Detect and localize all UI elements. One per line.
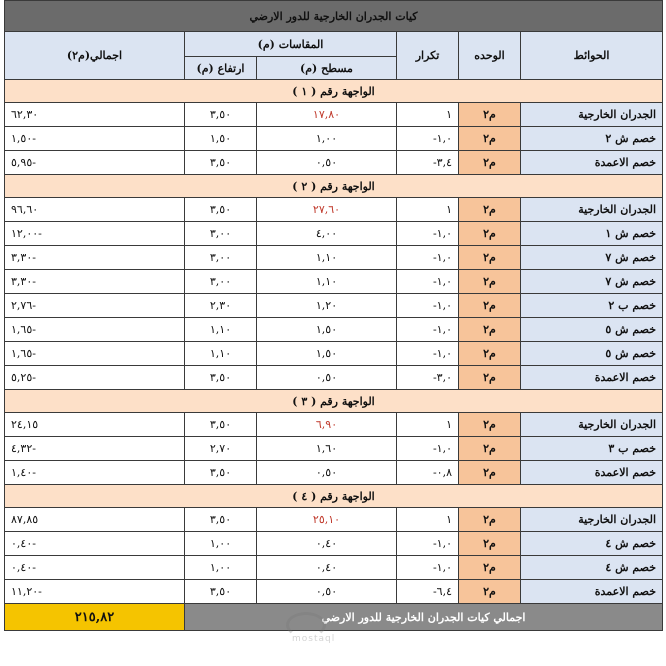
cell-wall: خصم ش ٧ — [521, 246, 663, 270]
cell-surface: ٠,٤٠ — [257, 532, 397, 556]
section-header-row — [5, 390, 663, 413]
cell-total: -٠,٤٠ — [5, 556, 185, 580]
cell-wall: خصم ش ٤ — [521, 532, 663, 556]
cell-total: ٦٢,٣٠ — [5, 103, 185, 127]
cell-wall: خصم الاعمدة — [521, 580, 663, 604]
cell-repeat: ١ — [397, 198, 459, 222]
section-label: الواجهة رقم ( ٣ ) — [5, 390, 663, 413]
cell-repeat: -١,٠ — [397, 222, 459, 246]
cell-unit: م٢ — [459, 103, 521, 127]
table-row — [5, 127, 663, 151]
section-header-row — [5, 80, 663, 103]
cell-unit: م٢ — [459, 342, 521, 366]
cell-wall: خصم الاعمدة — [521, 461, 663, 485]
cell-surface: ١,٥٠ — [257, 318, 397, 342]
cell-unit: م٢ — [459, 508, 521, 532]
cell-repeat: -١,٠ — [397, 270, 459, 294]
cell-total: -١,٥٠ — [5, 127, 185, 151]
cell-total: -١,٦٥ — [5, 342, 185, 366]
table-row — [5, 294, 663, 318]
cell-surface: ١,٢٠ — [257, 294, 397, 318]
cell-repeat: -١,٠ — [397, 342, 459, 366]
table-row — [5, 270, 663, 294]
cell-repeat: -١,٠ — [397, 294, 459, 318]
cell-surface: ٠,٤٠ — [257, 556, 397, 580]
table-row — [5, 103, 663, 127]
cell-wall: الجدران الخارجية — [521, 413, 663, 437]
cell-surface: ١,٥٠ — [257, 342, 397, 366]
cell-surface: ٢٥,١٠ — [257, 508, 397, 532]
cell-height: ٣,٥٠ — [185, 508, 257, 532]
cell-height: ١,٥٠ — [185, 127, 257, 151]
cell-repeat: -٠,٨ — [397, 461, 459, 485]
cell-wall: خصم ش ١ — [521, 222, 663, 246]
header-height: ارتفاع (م) — [185, 57, 257, 80]
cell-surface: ١,١٠ — [257, 246, 397, 270]
cell-height: ٢,٣٠ — [185, 294, 257, 318]
cell-unit: م٢ — [459, 532, 521, 556]
cell-height: ١,٠٠ — [185, 556, 257, 580]
cell-wall: خصم الاعمدة — [521, 366, 663, 390]
cell-height: ٣,٠٠ — [185, 246, 257, 270]
cell-wall: خصم الاعمدة — [521, 151, 663, 175]
cell-height: ٣,٠٠ — [185, 222, 257, 246]
table-row — [5, 151, 663, 175]
grand-total: ٢١٥,٨٢ — [5, 604, 185, 631]
cell-unit: م٢ — [459, 222, 521, 246]
section-label: الواجهة رقم ( ٢ ) — [5, 175, 663, 198]
cell-height: ٣,٥٠ — [185, 198, 257, 222]
section-header-row — [5, 175, 663, 198]
cell-unit: م٢ — [459, 151, 521, 175]
table-row — [5, 556, 663, 580]
cell-total: ٨٧,٨٥ — [5, 508, 185, 532]
header-unit: الوحده — [459, 32, 521, 80]
cell-wall: خصم ش ٤ — [521, 556, 663, 580]
cell-total: -٥,٩٥ — [5, 151, 185, 175]
cell-repeat: -٦,٤ — [397, 580, 459, 604]
cell-height: ٣,٠٠ — [185, 270, 257, 294]
cell-height: ٣,٥٠ — [185, 103, 257, 127]
sheet-title: كيات الجدران الخارجية للدور الارضي — [5, 1, 663, 32]
cell-total: -٣,٣٠ — [5, 246, 185, 270]
table-body — [5, 1, 663, 604]
cell-repeat: ١ — [397, 413, 459, 437]
table-row — [5, 461, 663, 485]
table-row — [5, 198, 663, 222]
section-label: الواجهة رقم ( ١ ) — [5, 80, 663, 103]
cell-unit: م٢ — [459, 246, 521, 270]
cell-unit: م٢ — [459, 461, 521, 485]
cell-height: ١,١٠ — [185, 342, 257, 366]
cell-surface: ٢٧,٦٠ — [257, 198, 397, 222]
cell-repeat: ١ — [397, 508, 459, 532]
cell-wall: خصم ش ٥ — [521, 318, 663, 342]
cell-total: -٥,٢٥ — [5, 366, 185, 390]
table-row — [5, 508, 663, 532]
quantities-table — [4, 0, 663, 631]
cell-unit: م٢ — [459, 366, 521, 390]
table-row — [5, 318, 663, 342]
cell-repeat: -١,٠ — [397, 318, 459, 342]
cell-height: ١,٠٠ — [185, 532, 257, 556]
cell-height: ٣,٥٠ — [185, 461, 257, 485]
cell-repeat: -٣,٠ — [397, 366, 459, 390]
cell-repeat: -١,٠ — [397, 246, 459, 270]
cell-surface: ٠,٥٠ — [257, 461, 397, 485]
table-row — [5, 437, 663, 461]
cell-wall: الجدران الخارجية — [521, 103, 663, 127]
cell-total: -٢,٧٦ — [5, 294, 185, 318]
cell-repeat: -١,٠ — [397, 437, 459, 461]
cell-total: -١٢,٠٠ — [5, 222, 185, 246]
cell-total: -٤,٣٢ — [5, 437, 185, 461]
cell-wall: خصم ش ٥ — [521, 342, 663, 366]
cell-total: -١,٤٠ — [5, 461, 185, 485]
section-label: الواجهة رقم ( ٤ ) — [5, 485, 663, 508]
cell-wall: خصم ش ٧ — [521, 270, 663, 294]
cell-unit: م٢ — [459, 294, 521, 318]
section-header-row — [5, 485, 663, 508]
cell-total: ٩٦,٦٠ — [5, 198, 185, 222]
cell-wall: الجدران الخارجية — [521, 198, 663, 222]
cell-unit: م٢ — [459, 198, 521, 222]
header-dimensions: المقاسات (م) — [185, 32, 397, 57]
cell-height: ٣,٥٠ — [185, 413, 257, 437]
cell-repeat: ١ — [397, 103, 459, 127]
cell-height: ٣,٥٠ — [185, 580, 257, 604]
cell-unit: م٢ — [459, 437, 521, 461]
cell-surface: ١,٠٠ — [257, 127, 397, 151]
cell-unit: م٢ — [459, 318, 521, 342]
header-row-1 — [5, 32, 663, 57]
header-total: اجمالي(م٢) — [5, 32, 185, 80]
cell-unit: م٢ — [459, 413, 521, 437]
cell-surface: ٠,٥٠ — [257, 151, 397, 175]
cell-total: -٠,٤٠ — [5, 532, 185, 556]
cell-surface: ٠,٥٠ — [257, 366, 397, 390]
cell-surface: ٤,٠٠ — [257, 222, 397, 246]
cell-surface: ٦,٩٠ — [257, 413, 397, 437]
cell-unit: م٢ — [459, 556, 521, 580]
cell-unit: م٢ — [459, 580, 521, 604]
cell-total: -١,٦٥ — [5, 318, 185, 342]
cell-surface: ١,١٠ — [257, 270, 397, 294]
cell-height: ٣,٥٠ — [185, 151, 257, 175]
cell-height: ١,١٠ — [185, 318, 257, 342]
table-row — [5, 532, 663, 556]
cell-unit: م٢ — [459, 270, 521, 294]
cell-height: ٢,٧٠ — [185, 437, 257, 461]
cell-wall: الجدران الخارجية — [521, 508, 663, 532]
cell-wall: خصم ش ٢ — [521, 127, 663, 151]
cell-total: -١١,٢٠ — [5, 580, 185, 604]
grand-total-label: اجمالي كيات الجدران الخارجية للدور الارضي — [185, 604, 663, 631]
footer-row — [5, 604, 663, 631]
cell-repeat: -١,٠ — [397, 127, 459, 151]
header-wall: الحوائط — [521, 32, 663, 80]
header-repeat: تكرار — [397, 32, 459, 80]
table-row — [5, 580, 663, 604]
cell-surface: ٠,٥٠ — [257, 580, 397, 604]
cell-total: -٣,٣٠ — [5, 270, 185, 294]
cell-repeat: -١,٠ — [397, 556, 459, 580]
cell-wall: خصم ب ٢ — [521, 294, 663, 318]
table-row — [5, 366, 663, 390]
cell-repeat: -١,٠ — [397, 532, 459, 556]
table-row — [5, 222, 663, 246]
header-surface: مسطح (م) — [257, 57, 397, 80]
cell-repeat: -٣,٤ — [397, 151, 459, 175]
table-row — [5, 342, 663, 366]
footer-body — [5, 604, 663, 631]
cell-surface: ١٧,٨٠ — [257, 103, 397, 127]
watermark-text: mostaql — [292, 634, 336, 644]
table-row — [5, 246, 663, 270]
quantity-sheet — [4, 0, 662, 666]
cell-height: ٣,٥٠ — [185, 366, 257, 390]
title-row — [5, 1, 663, 32]
cell-surface: ١,٦٠ — [257, 437, 397, 461]
cell-unit: م٢ — [459, 127, 521, 151]
table-row — [5, 413, 663, 437]
cell-total: ٢٤,١٥ — [5, 413, 185, 437]
cell-wall: خصم ب ٣ — [521, 437, 663, 461]
